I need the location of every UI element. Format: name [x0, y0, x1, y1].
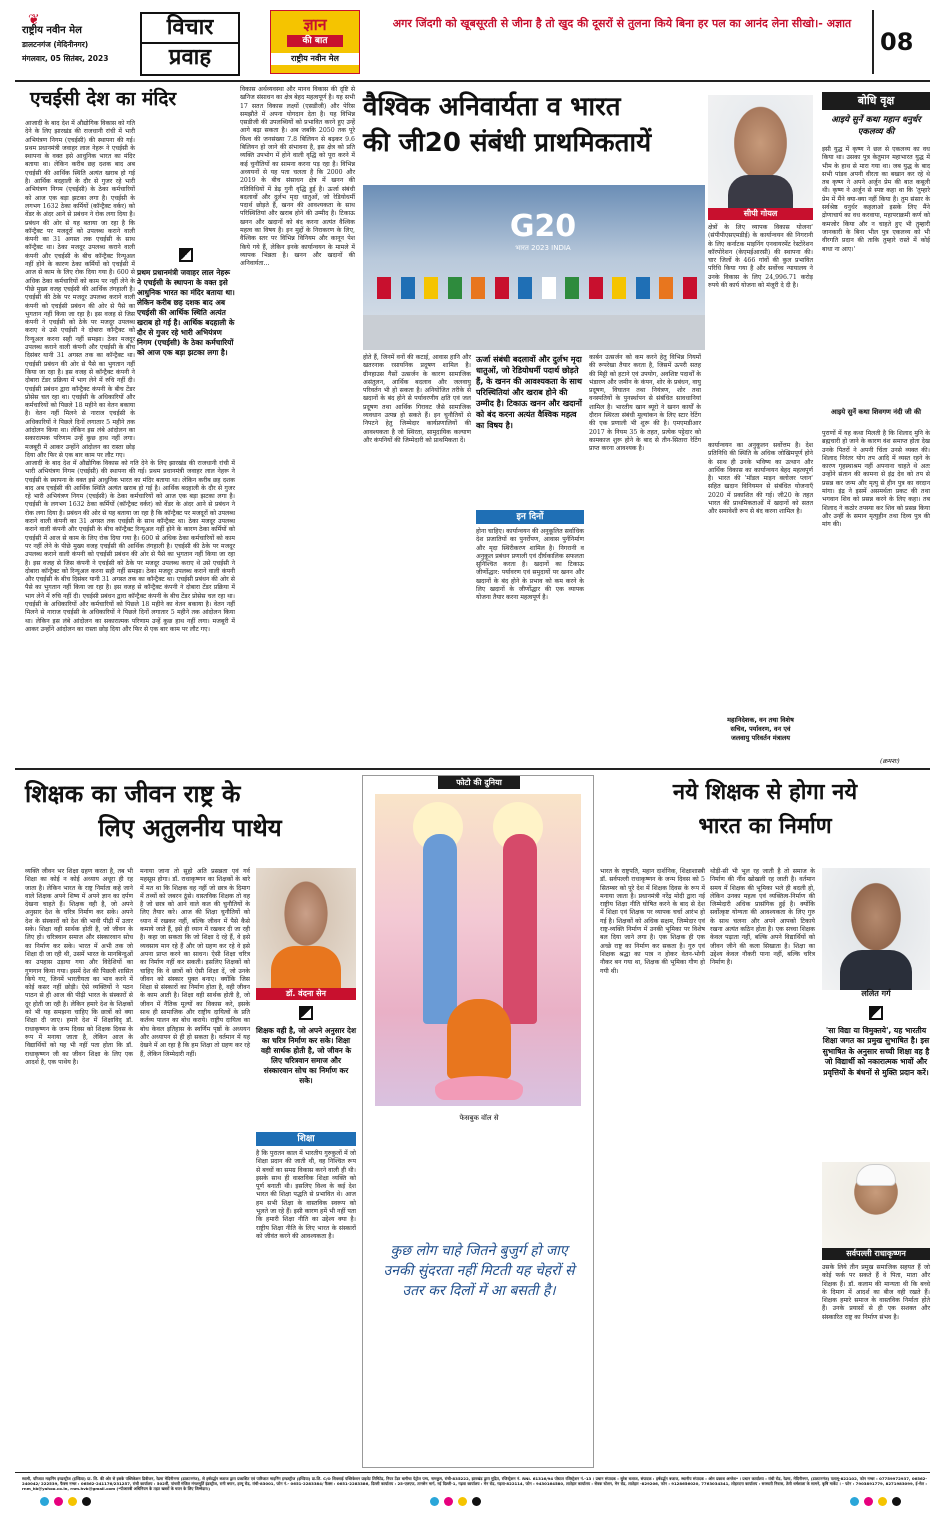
teacher1-pullquote: [256, 1004, 356, 1129]
flag-icon: [542, 277, 556, 299]
pullquote-marker-icon: [869, 1006, 883, 1020]
teacher2-col-2: थोड़ी-सी भी भूल रह जाती है तो समाज के निर्माण की नींव खोखली रह जाती है। वर्तमान समय में शिक्षक की भूमिका भले ही बदली हो, लेकिन उनका महत्व एवं व्यक्तित्व-निर्माण की जिम्मेदारी अधिक प्रासंगिक हुई है। क्योंकि सर्वोत्कृष्ट योग्यता की आवश्यकता के लिए गुरु के साथ चलना और अपने आपको टिकाये रखना अत्यंत कठिन होता है। एक सच्चा शिक्षक केवल पढ़ाता नहीं, बल्कि अपने विद्यार्थियों को जीवन जीने की कला सिखाता है। शिक्षा का उद्देश्य केवल नौकरी पाना नहीं, बल्कि चरित्र निर्माण है।: [710, 868, 815, 967]
masthead: [0, 0, 945, 80]
teacher1-col-3: है कि पुरातन काल में भारतीय गुरुकुलों में जो शिक्षा प्रदान की जाती थी, वह निश्चित रूप से बच्चों का समग्र विकास करने वाली ही थी। इसके साथ ही वास्तविक शिक्षा व्यक्ति को पूर्ण बनाती थी। इसलिए विश्व के कई देश भारत की शिक्षा पद्धति से प्रभावित थे। आज हम सभी शिक्षा के वास्तविक स्वरूप को भूलते जा रहे हैं। इसी कारण हमें भी नहीं पता कि हमारी शिक्षा नीति का उद्देश्य क्या है। राष्ट्रीय शिक्षा नीति के लिए भारत के संस्कारों को जीवंत करने की आवश्यकता है।: [256, 1150, 356, 1240]
lotus-icon: [435, 1076, 523, 1100]
bodh-body: इसी युद्ध में कृष्ण ने छल से एकलव्य का वध किया था। उसका पुत्र केतुमान महाभारत युद्ध में भीम के हाथ से मारा गया था। जब युद्ध के बाद सभी पांडव अपनी वीरता का बखान कर रहे थे तब कृष्ण ने अपने अर्जुन प्रेम की बात कबूली थी। कृष्ण ने अर्जुन से स्पष्ट कहा था कि 'तुम्हारे प्रेम में मैंने क्या-क्या नहीं किया है। तुम संसार के सर्वश्रेष्ठ धनुर्धर कहलाओ इसके लिए मैंने द्रोणाचार्य का वध करवाया, महापराक्रमी कर्ण को कमजोर किया और न चाहते हुए भी तुम्हारी जानकारी के बिना भील पुत्र एकलव्य को भी वीरगति प्रदान की ताकि तुम्हारे रास्ते में कोई बाधा ना आए।': [822, 146, 930, 253]
hec-body-upper: आजादी के बाद देश में औद्योगिक विकास को गति देने के लिए झारखंड की राजधानी रांची में भारी अभियंत्रण निगम (एचईसी) की स्थापना की गई। प्रथम प्रधानमंत्री जवाहर लाल नेहरू ने एचईसी के स्थापना के वक्त इसे आधुनिक भारत का मंदिर बताया था। लेकिन करीब छह दशक बाद अब एचईसी की आर्थिक स्थिति अत्यंत खराब हो गई है। आर्थिक बदहाली के दौर से गुजर रहे भारी अभियंत्रण निगम (एचईसी) के ठेका कर्मचारियों को आज एक बड़ा झटका लगा है। एचईसी के लगभग 1632 ठेका कर्मियों (कॉन्ट्रैक्ट वर्कर) को वेंडर के अंदर आने से प्रबंधन ने रोक लगा दिया है। प्रबंधन की ओर से यह बताया जा रहा है कि कॉन्ट्रैक्ट पर मजदूरों को उपलब्ध कराने वाली कंपनी का 31 अगस्त तक एचईसी के साथ कॉन्ट्रैक्ट था। ठेका मजदूर उपलब्ध कराने वाली कंपनी और एचईसी के बीच कॉन्ट्रैक्ट रिन्यूअल नहीं होने के कारण ठेका कर्मियों को एचईसी में आज से काम के लिए रोक दिया गया है। 600 से अधिक ठेका कर्मचारियों को काम पर नहीं लेने के पीछे मुख्य वजह एचईसी की आर्थिक तंगहाली है। एचईसी की ठेके पर मजदूर उपलब्ध कराने वाली कंपनी को एचईसी प्रबंधन की ओर से पैसे का भुगतान नहीं किया जा रहा है। इस वजह से जिस कंपनी ने एचईसी को ठेके पर मजदूर उपलब्ध कराए थे उसे एचईसी ने दोबारा कॉन्ट्रैक्ट को रिन्यूअल करना सही नहीं समझा। ठेका मजदूर उपलब्ध कराने वाली कंपनी और एचईसी के बीच दिसंबर यानी 31 अगस्त तक का कॉन्ट्रैक्ट था। एचईसी प्रबंधन की ओर से पैसे का भुगतान नहीं किया जा रहा है। इस वजह से कॉन्ट्रैक्ट कंपनी ने दोबारा टेंडर प्रक्रिया में भाग लेने में रुचि नहीं दी। एचईसी प्रबंधन द्वारा कॉन्ट्रैक्ट कंपनी के बीच टेंडर प्रोसेस चल रहा था। एचईसी के अधिकारियों और कर्मचारियों को पिछले 18 महीने का वेतन बकाया है। वेतन नहीं मिलने से नाराज एचईसी के अधिकारियों ने पिछले दिनों लगातार 5 महीने तक आंदोलन किया था। लेकिन इस लंबे आंदोलन का सकारात्मक परिणाम उन्हें कुछ हाथ नहीं लगा। मजबूरी में आकर उन्होंने आंदोलन का रास्ता छोड़ दिया और फिर से एक बार काम पर लौट गए।: [25, 120, 135, 459]
g20-logo-sub: भारत 2023 INDIA: [515, 244, 571, 252]
turban-icon: [856, 1164, 896, 1186]
registration-dot-icon: [444, 1497, 453, 1506]
g20-col-a: होते हैं, जिनमें वनों की कटाई, आवास हानि और खतरनाक रसायनिक प्रदूषण शामिल है। ग्रीनहाउस गैसों उत्सर्जन के कारण सामाजिक असंतुलन, आर्थिक बदलाव और जलवायु परिवर्तन भी हो सकता है। अनियोजित तरीके से खदानों के बंद होने से पर्यावरणीय क्षति एवं जल प्रदूषण तथा आर्थिक गिरावट जैसे सामाजिक व्यवधान उत्पन्न हो सकते हैं। इन चुनौतियों से निपटने हेतु जिम्मेदार कार्यप्रणालियों की आवश्यकता है जो स्थिरता, सामुदायिक कल्याण और कंपनियों की जिम्मेदारी को प्राथमिकता दें।: [363, 354, 471, 444]
pullquote-marker-icon: [299, 1006, 313, 1020]
edition: डालटनगंज (मेदिनीनगर): [22, 40, 89, 49]
footer-rule: [15, 1472, 930, 1473]
author-footer-line-3: जलवायु परिवर्तन मंत्रालय: [730, 734, 791, 742]
g20-intro: क्षेत्रों के लिए व्यापक विकास योजना' (संपीपीएसएमडीई) के कार्यान्वयन की निगरानी के लिए कर्नाटक माइनिंग एनवायरमेंट रेस्टोरेशन कॉरपोरेशन (केएमईआरसी) की स्थापना की। चार जिलों के 466 गांवों की कुल प्रभावित परिधि किया गया है और सर्वोच्च न्यायालय ने उनके विकास के लिए 24,996.71 करोड़ रुपये की कार्य योजना को मंजूरी दे दी है।: [708, 224, 813, 290]
figure-sita: [503, 834, 537, 1024]
g20-author-footer: [708, 716, 813, 743]
imprint: स्वामी, परिजात माइनिंग इण्डस्ट्रीज (इण्डिया) प्रा. लि. की ओर से इसके पब्लिकेशन डिवीजन, रेडमा मेदिनीनगर (डालटनगंज), से हर्षवर्द्धन बजाज द्वारा प्रकाशित एवं पारिजात माइनिंग इण्डस्ट्रीज (इण्डिया) प्रा.लि. C/O शिवसाई पब्लिकेशन प्राइवेट लिमिटेड, नियर टेंडर बागीचा पेट्रोल पम्प, नामकुम, रांची-835222, झारखंड द्वारा मुद्रित, रजिस्ट्रेशन नं. RNI. 61316/94 पोस्टल रजिस्ट्रेशन नं.-13 । प्रधान संपादक : सुरेश बजाज, संपादक : हर्षवर्द्धन बजाज, स्थानीय संपादक : ओम प्रकाश अमरेश* । प्रधान कार्यालय : रांची रोड, रेडमा, मेदिनीनगर, (डालटनगंज) पलामू-822102, फोन नम्बर : 07759972937, 06562-240042/ 222539, फैक्स नम्बर : 06562-241176/231257, रांची कार्यालय : 502वीं, पांचवीं मंजिल मंगलमूर्ति इंडस्ट्रीज, रानी बगान, हरमू रोड, रांची-83001, फोन नं.- 0651-2283384/ फैक्स : 0651-2283386, दिल्ली कार्यालय : 25-एलएफ, तानसेन मार्ग, नई दिल्ली-1, गढ़वा कार्यालय : मेन रोड, गढ़वा-822114, फोन : 9430164580, लातेहार कार्यालय : सेवक स्टेशन, मेन रोड, लातेहार -829206, फोन : 9128656020, 7763034341, लोहरदगा कार्यालय : सरस्वती निवास, तेली धर्मशाला के सामने, कृषि मार्केट । - फोन : 7903891779, 8271983099, ई-मेल : rnm_hb@yahoo.co.in, rnm.hvb@gmail.com (*पीआरबी अधिनियम के तहत खबरों के चयन के लिए जिम्मेदार।): [22, 1476, 927, 1491]
teacher2-col-3: उसके लिये तीन प्रमुख समाजिक सहयत हैं जो कोई फर्क पर सकते हैं वे पिता, माता और शिक्षक हैं। डॉ. कलाम की मान्यता थी कि बच्चे के दिमाग में आदर्श का बीज वही रखते हैं। शिक्षक हमारे समाज के वास्तविक निर्माता होते हैं। उनके प्रयासों से ही एक सशक्त और संस्कारित राष्ट्र का निर्माण संभव है।: [822, 1264, 930, 1321]
author-photo: [708, 95, 813, 215]
registration-dot-icon: [82, 1497, 91, 1506]
issue-date: मंगलवार, 05 सितंबर, 2023: [22, 54, 109, 63]
section-title-2: प्रवाह: [142, 42, 238, 72]
photo-world-quote: कुछ लोग चाहे जितने बुजुर्ग हो जाए उनकी सुंदरता नहीं मिटती यह चेहरों से उतर कर दिलों में आ बसती है।: [383, 1243, 575, 1299]
flag-icon: [424, 277, 438, 299]
flag-icon: [518, 277, 532, 299]
registration-dot-icon: [864, 1497, 873, 1506]
radhakrishnan-photo: [822, 1162, 930, 1248]
in-dino-badge: इन दिनों: [476, 510, 584, 524]
g20-photo: [363, 185, 705, 350]
flags-row: [377, 277, 697, 313]
teacher2-headline-1: नये शिक्षक से होगा नये: [672, 780, 858, 805]
paper-name: राष्ट्रीय नवीन मेल: [22, 25, 82, 36]
figure-hanuman: [447, 999, 511, 1079]
flag-icon: [589, 277, 603, 299]
teacher2-col-1: भारत के राष्ट्रपति, महान दार्शनिक, शिक्षाशास्त्री डॉ. सर्वपल्ली राधाकृष्णन के जन्म दिवस को 5 सितम्बर को पूरे देश में शिक्षक दिवस के रूप में मनाया जाता है। प्रधानमंत्री नरेंद्र मोदी द्वारा नई राष्ट्रीय शिक्षा नीति घोषित करने के बाद से देश में शिक्षा एवं शिक्षक पर व्यापक चर्चा आरंभ हो गई है। शिक्षकों को अधिक सक्षम, जिम्मेदार एवं राष्ट्र-व्यक्ति निर्माण में उनकी भूमिका पर विशेष बल दिया जाने लगा है। एक शिक्षक ही एक अच्छे राष्ट्र का निर्माण कर सकता है। गुरु एवं शिक्षक श्रद्धा का पात्र न होकर वेतन-भोगी नौकर बन गया था, शिक्षक की भूमिका गौण हो गयी थी।: [600, 868, 705, 975]
page-number: 08: [880, 28, 914, 56]
bodh-continued: (क्रमशः): [880, 757, 900, 765]
teacher1-col-1: व्यक्ति जीवन भर शिक्षा ग्रहण करता है, तब भी शिक्षा का कोई न कोई अध्याय अधूरा ही रह जाता है। लेकिन भारत के राष्ट्र निर्माता कहे जाने वाले शिक्षक अपने शिष्य में अपने ज्ञान का दर्पण देखना चाहते हैं। शिक्षक वही है, जो अपने अनुसार देश के चरित्र निर्माण कर सके। अपने देश के संस्कारों को देश की भावी पीढ़ी में उतार सके। शिक्षा वही सार्थक होती है, जो जीवन के लिए हो। चरित्रवान समाज और संस्कारवान सोच का निर्माण कर सके। भारत में अभी तक जो शिक्षा दी जा रही थी, उसमें भारत के मानबिन्दुओं का उपहास उड़ाया गया और विदेशियों का गुणगान किया गया। इसमें देश की पिछली शासित किये गए, जिनमें भारतीयता का भाव करने में कोई कसर नहीं छोड़ी। ऐसे व्यक्तियों ने पठन पाठन से ही आज की पीढ़ी भारत के संस्कारों से दूर होती जा रही है। लेकिन हमारे देश के शिक्षकों को भी यह समझना चाहिए कि छात्रों को क्या शिक्षा दी जाए। हमारे देश में शिक्षाविद् डॉ. राधाकृष्णन के जन्म दिवस को शिक्षक दिवस के रूप में मनाया जाता है, लेकिन आज के विद्यार्थियों को यह भी नहीं पता होता कि डॉ. राधाकृष्णन जी का जीवन शिक्षा के लिए एक आदर्श है, एक पाथेय है।: [25, 868, 133, 1066]
registration-dot-icon: [68, 1497, 77, 1506]
registration-dot-icon: [40, 1497, 49, 1506]
registration-dot-icon: [430, 1497, 439, 1506]
flag-icon: [377, 277, 391, 299]
section-title-1: विचार: [166, 15, 214, 40]
lalit-photo-suit: [840, 950, 912, 990]
vandana-sen-photo: [256, 868, 356, 988]
paper-logo-icon: ❦: [28, 12, 40, 28]
page-number-divider: [872, 10, 874, 74]
gyan-label-3: राष्ट्रीय नवीन मेल: [271, 53, 359, 65]
photo-world-box: [362, 775, 594, 1468]
registration-dot-icon: [458, 1497, 467, 1506]
g20-pullquote: ऊर्जा संबंधी बदलावों और दुर्लभ मृदा धातुओं, जो रेडियोधर्मी पदार्थ छोड़ते हैं, के खनन की आवश्यकता के साथ परिस्थितियां और खराब होने की उम्मीद है। टिकाऊ खनन और खदानों को बंद करना अत्यंत वैश्विक महत्व का विषय है।: [476, 355, 582, 430]
bodh-header: बोधि वृक्ष: [822, 92, 930, 110]
masthead-rule: [15, 80, 930, 82]
teacher2-headline-2: भारत का निर्माण: [698, 814, 832, 839]
flag-icon: [612, 277, 626, 299]
pullquote-marker-icon: [179, 248, 193, 262]
flag-icon: [471, 277, 485, 299]
g20-logo-text: G20: [509, 209, 577, 244]
registration-dot-icon: [850, 1497, 859, 1506]
flag-icon: [683, 277, 697, 299]
section-title-box: [140, 12, 240, 76]
hec-headline: एचईसी देश का मंदिर: [30, 88, 177, 110]
lalit-garg-photo: [822, 868, 930, 990]
hec-body-lower: आजादी के बाद देश में औद्योगिक विकास को गति देने के लिए झारखंड की राजधानी रांची में भारी अभियंत्रण निगम (एचईसी) की स्थापना की गई। प्रथम प्रधानमंत्री जवाहर लाल नेहरू ने एचईसी के स्थापना के वक्त इसे आधुनिक भारत का मंदिर बताया था। लेकिन करीब छह दशक बाद अब एचईसी की आर्थिक स्थिति अत्यंत खराब हो गई है। आर्थिक बदहाली के दौर से गुजर रहे भारी अभियंत्रण निगम (एचईसी) के ठेका कर्मचारियों को आज एक बड़ा झटका लगा है। एचईसी के लगभग 1632 ठेका कर्मियों (कॉन्ट्रैक्ट वर्कर) को वेंडर के अंदर आने से प्रबंधन ने रोक लगा दिया है। प्रबंधन की ओर से यह बताया जा रहा है कि कॉन्ट्रैक्ट पर मजदूरों को उपलब्ध कराने वाली कंपनी का 31 अगस्त तक एचईसी के साथ कॉन्ट्रैक्ट था। ठेका मजदूर उपलब्ध कराने वाली कंपनी और एचईसी के बीच कॉन्ट्रैक्ट रिन्यूअल नहीं होने के कारण ठेका कर्मियों को एचईसी में आज से काम के लिए रोक दिया गया है। 600 से अधिक ठेका कर्मचारियों को काम पर नहीं लेने के पीछे मुख्य वजह एचईसी की आर्थिक तंगहाली है। एचईसी की ठेके पर मजदूर उपलब्ध कराने वाली कंपनी को एचईसी प्रबंधन की ओर से पैसे का भुगतान नहीं किया जा रहा है। इस वजह से जिस कंपनी ने एचईसी को ठेके पर मजदूर उपलब्ध कराए थे उसे एचईसी ने दोबारा कॉन्ट्रैक्ट को रिन्यूअल करना सही नहीं समझा। ठेका मजदूर उपलब्ध कराने वाली कंपनी और एचईसी के बीच दिसंबर यानी 31 अगस्त तक का कॉन्ट्रैक्ट था। एचईसी प्रबंधन की ओर से पैसे का भुगतान नहीं किया जा रहा है। इस वजह से कॉन्ट्रैक्ट कंपनी ने दोबारा टेंडर प्रक्रिया में भाग लेने में रुचि नहीं दी। एचईसी प्रबंधन द्वारा कॉन्ट्रैक्ट कंपनी के बीच टेंडर प्रोसेस चल रहा था। एचईसी के अधिकारियों और कर्मचारियों को पिछले 18 महीने का वेतन बकाया है। वेतन नहीं मिलने से नाराज एचईसी के अधिकारियों ने पिछले दिनों लगातार 5 महीने तक आंदोलन किया था। लेकिन इस लंबे आंदोलन का सकारात्मक परिणाम उन्हें कुछ हाथ नहीं लगा। मजबूरी में आकर उन्होंने आंदोलन का रास्ता छोड़ दिया और फिर से एक बार काम पर लौट गए।: [25, 460, 235, 633]
registration-dot-icon: [892, 1497, 901, 1506]
devotional-painting: [375, 794, 581, 1106]
teacher1-pullquote-text: शिक्षक वही है, जो अपने अनुसार देश का चरित्र निर्माण कर सके। शिक्षा वही सार्थक होती है, जो जीवन के लिए चरित्रवान समाज और संस्कारवान सोच का निर्माण कर सके।: [256, 1026, 357, 1085]
flag-icon: [565, 277, 579, 299]
flag-icon: [636, 277, 650, 299]
author-footer-line-2: सचिव, पर्यावरण, वन एवं: [730, 725, 791, 733]
author-caption: सीपी गोयल: [708, 208, 813, 220]
registration-dot-icon: [54, 1497, 63, 1506]
teacher1-headline-1: शिक्षक का जीवन राष्ट्र के: [25, 780, 241, 808]
section-divider: [15, 768, 930, 770]
bodh-sub-heading: आइये सुनें कथा शिवगण नंदी जी की: [831, 408, 921, 416]
lalit-caption: ललित गर्ग: [861, 989, 891, 998]
hec-body-col2: विकास अर्थव्यवस्था और मानव विकास की दृष्टि से खनिज संसाधन का क्षेत्र बेहद महत्वपूर्ण है। यह सभी 17 सतत विकास लक्ष्यों (एसडीजी) और पेरिस समझौते में अपना योगदान देता है। यह विभिन्न एसडीजी की उपलब्धियों को प्रभावित करने हुए उन्हें आगे बढ़ा सकता है। अब जबकि 2050 तक पूरे विश्व की जनसंख्या 7.8 बिलियन से बढ़कर 9.6 बिलियन हो जाने की संभावना है, इस क्षेत्र को प्रति व्यक्ति उपभोग में होने वाली वृद्धि को पूरा करने में कई चुनौतियों का सामना करना पड़ रहा है। विभिन्न अध्ययनों से यह पता चलता है कि 2000 और 2019 के बीच संसाधन क्षेत्र में खनन की गतिविधियों में डेढ़ गुनी वृद्धि हुई है। ऊर्जा संबंधी बदलावों और दुर्लभ मृदा धातुओं, जो रेडियोधर्मी पदार्थ छोड़ते हैं, खनन की आवश्यकता के साथ परिस्थितियां और खराब होने की उम्मीद है। टिकाऊ खनन और खदानों को बंद करना अत्यंत वैश्विक महत्व का विषय है। इन मुद्दों के निराकरण के लिए, वैश्विक स्तर पर विभिन्न विनियम और कानून पेश किये गये हैं, लेकिन इनके कार्यान्वयन के मामले में व्यापक भिन्नता है। खनन और खदानों की अनिवार्यता...: [240, 86, 355, 268]
g20-col-d: होना चाहिए। कार्यान्वयन की अनुकूलित सर्वाधिक देश प्रजातियों का पुनर्रोपण, आवास पुर्ननिर्माण और मृदा स्थिरीकरण शामिल है। निगरानी व अनुकूल प्रबंधन प्रणाली एवं दीर्घकालिक सफलता सुनिश्चित करता है। खदानों का टिकाऊ जीर्णोद्धार: पर्यावरण एवं समुदायों पर खनन और खदानों के बंद होने के प्रभाव को कम करने के लिए खदानों के जीर्णोद्धार की एक व्यापक योजना तैयार करना महत्वपूर्ण है।: [476, 528, 584, 602]
venue-floor: [363, 315, 705, 350]
flag-icon: [495, 277, 509, 299]
flag-icon: [448, 277, 462, 299]
bodh-body-2: पुराणों में यह कथा मिलती है कि शिलाद मुनि के ब्रह्मचारी हो जाने के कारण वंश समाप्त होता देख उनके पितरों ने अपनी चिंता उनसे व्यक्त की। शिलाद निरंतर योग तप आदि में व्यस्त रहने के कारण गृहस्थाश्रम नहीं अपनाना चाहते थे अतः उन्होंने संतान की कामना से इंद्र देव को तप से प्रसन्न कर जन्म और मृत्यु से हीन पुत्र का वरदान मांगा। इंद्र ने इसमें असमर्थता प्रकट की तथा भगवान शिव को प्रसन्न करने के लिए कहा। तब शिलाद ने कठोर तपस्या कर शिव को प्रसन्न किया और उन्हीं के समान मृत्युहीन तथा दिव्य पुत्र की मांग की।: [822, 430, 930, 529]
hec-pullquote-text: प्रथम प्रधानमंत्री जवाहर लाल नेहरू ने एचईसी के स्थापना के वक्त इसे आधुनिक भारत का मंदिर बताया था। लेकिन करीब छह दशक बाद अब एचईसी की आर्थिक स्थिति अत्यंत खराब हो गई है। आर्थिक बदहाली के दौर से गुजर रहे भारी अभियंत्रण निगम (एचईसी) के ठेका कर्मचारियों को आज एक बड़ा झटका लगा है।: [137, 268, 235, 357]
teacher2-pullquote: [822, 1004, 930, 1159]
registration-dot-icon: [878, 1497, 887, 1506]
g20-col-c: कार्यान्वयन का अनुकूलन सर्वोत्तम है। देश प्रतिनिधि की स्थिति के अधिक जोखिमपूर्ण होने के साथ ही उनके भविष्य का उत्थान और आर्थिक विकास का कार्यान्वयन बेहद महत्वपूर्ण है। भारत की 'मॉडल माइन क्लोजर प्लान' सहित खदान विनियमन से संबंधित योजनाएँ 2020 में प्रकाशित की गई। जी20 के तहत भारत की प्राथमिकताओं में खदानों को सतत और समावेशी रूप से बंद करना शामिल है।: [708, 442, 813, 516]
gyan-label-2: की बात: [287, 35, 343, 47]
teacher1-headline-2: लिए अतुलनीय पाथेय: [98, 814, 282, 842]
gyan-label-1: ज्ञान: [303, 15, 327, 34]
registration-dot-icon: [472, 1497, 481, 1506]
teacher2-pullquote-text: 'सा विद्या या विमुक्तये', यह भारतीय शिक्षा जगत का प्रमुख सुभाषित है। इस सुभाषित के अनुसार सच्ची शिक्षा वह है जो विद्यार्थी को नकारात्मक भावों और प्रवृत्तियों के बंधनों से मुक्ति प्रदान करें।: [822, 1026, 930, 1077]
flag-icon: [401, 277, 415, 299]
shiksha-tag: शिक्षा: [256, 1132, 356, 1146]
g20-col-b: कार्बन उत्सर्जन को कम करने हेतु विभिन्न नियमों की रूपरेखा तैयार करता है, जिसमें ऊपरी सतह की मिट्टी को हटाने एवं उपयोग, अवशिष्ट पदार्थों के भंडारण और जमीन के कंपन, शोर के प्रबंधन, वायु प्रदूषण, विघातन तथा नियंत्रण, शोर तथा वनस्पतियों के पुनर्स्थापन से संबंधित सावधानियां शामिल है। भारतीय खान ब्यूरो ने खनन कार्यों के दौरान स्थिरता संबंधी मूल्यांकन के लिए स्टार रेटिंग की एक प्रणाली भी शुरू की है। एमएमडीआर 2017 के नियम 35 के तहत, प्रत्येक पट्टेदार को कामकाज शुरू होने के बाद से तीन-सितारा रेटिंग प्राप्त करना आवश्यक है।: [589, 354, 701, 453]
radhakrishnan-caption: सर्वपल्ली राधाकृष्णन: [822, 1248, 930, 1260]
photo-world-label: फोटो की दुनिया: [438, 776, 520, 789]
g20-headline-2: की जी20 संबंधी प्राथमिकतायें: [363, 128, 652, 158]
g20-logo: [473, 209, 613, 269]
vandana-caption: डॉ. वंदना सेन: [256, 988, 356, 1000]
hec-pullquote: [137, 246, 235, 456]
thought-of-day: अगर जिंदगी को खूबसूरती से जीना है तो खुद की दूसरों से तुलना किये बिना हर पल का आनंद लेना सीखो।- अज्ञात: [392, 17, 852, 30]
bodh-subtitle: आइये सुनें कथा महान धनुर्धर एकलव्य की: [831, 115, 921, 137]
teacher1-col-2: मनाया जाना तो सुहो अति प्रसन्नता एवं गर्व महसूस होगा। डॉ. राधाकृष्णन का शिक्षकों के बारे में मत था कि शिक्षक वह नहीं जो छात्र के दिमाग में तथ्यों को जबरन ठूंसे। वास्तविक शिक्षक तो वह है जो छात्र को आने वाले कल की चुनौतियों के लिए तैयार करे। आज की शिक्षा चुनौतियों को ध्यान में रखकर नहीं, बल्कि जीवन में पैसे कैसे कमाये जाते हैं, इसे ही ध्यान में रखकर दी जा रही है। कहा जा सकता कि जो शिक्षा दे रहे हैं, वे इसे व्यवसाय मान रहे हैं और जो ग्रहण कर रहे वे इसे अपना प्राप्त करने का साधन। ऐसी शिक्षा चरित्र का निर्माण नहीं कर सकती। इसलिए शिक्षकों को चाहिए कि वे छात्रों को ऐसी शिक्षा दें, जो उनके जीवन को संस्कार युक्त बनाए। क्योंकि जिस शिक्षा से संस्कारों का निर्माण होता है, वही जीवन के काम आती है। शिक्षा वही सार्थक होती है, जो जीवन में नैतिक मूल्यों का विकास करे, इसके साथ ही सामाजिक और राष्ट्रीय दायित्वों के प्रति कर्तव्य पालन का बोध कराये। राष्ट्रीय दायित्व का बोध केवल इतिहास के स्वर्णिम पृष्ठों के अध्ययन और अध्यापन से ही हो सकता है। वर्तमान में यह देखने में आ रहा है कि हम शिक्षा तो ग्रहण कर रहे हैं, लेकिन जिम्मेदारी नहीं।: [140, 868, 250, 1058]
figure-rama: [423, 834, 457, 1024]
flag-icon: [659, 277, 673, 299]
gyan-ki-baat-box: [270, 10, 360, 74]
g20-headline-1: वैश्विक अनिवार्यता व भारत: [363, 92, 621, 122]
photo-world-credit: फेसबुक वॉल से: [459, 1114, 499, 1122]
vandana-photo-saree: [271, 946, 341, 988]
author-footer-line-1: महानिदेशक, वन तथा विशेष: [727, 716, 794, 724]
